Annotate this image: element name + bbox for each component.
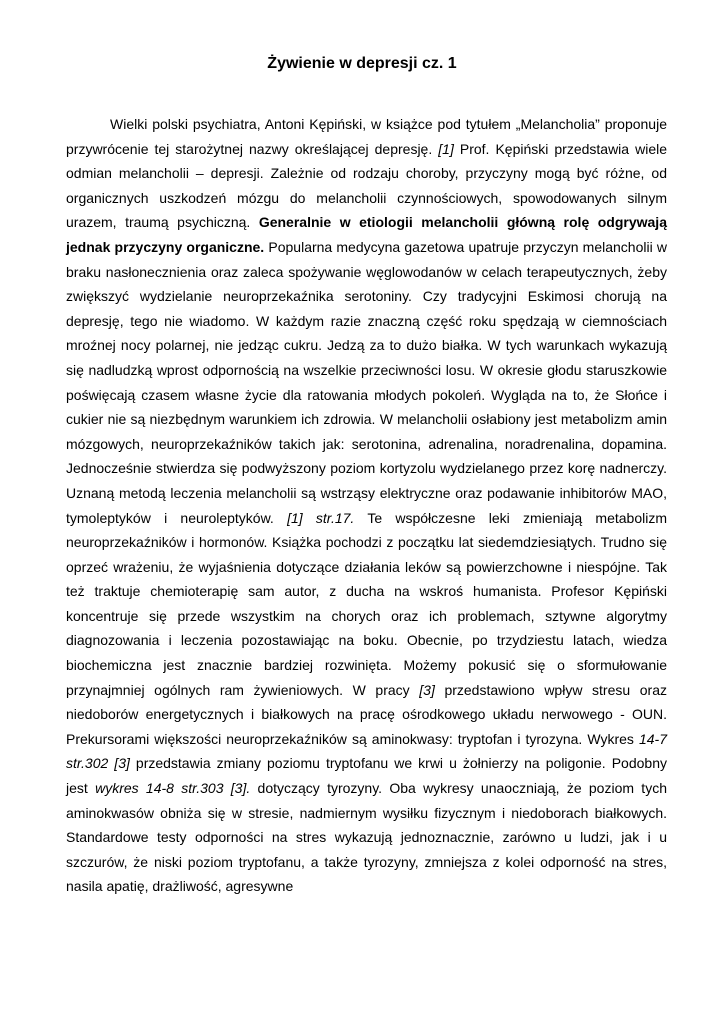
text-run: przedstawiono wpływ stresu oraz niedoborów energetycznych i białkowych na pracę ośrodkowego układu nerwowego - OUN. Prekursorami większości neuroprzekaźników są aminokwasy: tryptofan i tyrozyna. Wykres: [66, 681, 667, 747]
text-run: Wielki polski psychiatra, Antoni Kępiński, w książce pod tytułem „Melancholia” proponuje przywrócenie tej starożytnej nazwy określającej depresję.: [66, 116, 667, 157]
citation-run: [3]: [419, 681, 435, 698]
citation-run: [1]: [438, 140, 454, 157]
body-paragraph: [66, 112, 667, 899]
text-run: dotyczący tyrozyny. Oba wykresy unaoczniają, że poziom tych aminokwasów obniża się w stresie, nadmiernym wysiłku fizycznym i niedoborach białkowych. Standardowe testy odporności na stres wykazują jednoznacznie, zarówno u ludzi, jak i u szczurów, że niski poziom tryptofanu, a także tyrozyny, zmniejsza z kolei odporność na stres, nasila apatię, drażliwość, agresywne: [66, 780, 667, 895]
document-title: Żywienie w depresji cz. 1: [267, 55, 457, 72]
citation-run: [1] str.17.: [287, 509, 355, 526]
text-run: Popularna medycyna gazetowa upatruje przyczyn melancholii w braku nasłonecznienia oraz zaleca spożywanie węglowodanów w celach terapeutycznych, żeby zwiększyć wydzielanie neuroprzekaźnika serotoniny. Czy tradycyjni Eskimosi chorują na depresję, tego nie wiadomo. W każdym razie znaczną część roku spędzają w ciemnościach mroźnej nocy polarnej, nie jedząc cukru. Jedzą za to dużo białka. W tych warunkach wykazują się nadludzką wprost odpornością na wszelkie przeciwności losu. W okresie głodu staruszkowie poświęcają czasem własne życie dla ratowania młodych pokoleń. Wygląda na to, że Słońce i cukier nie są niezbędnym warunkiem ich zdrowia. W melancholii osłabiony jest metabolizm amin mózgowych, neuroprzekaźników takich jak: serotonina, adrenalina, noradrenalina, dopamina. Jednocześnie stwierdza się podwyższony poziom kortyzolu wydzielanego przez korę nadnerczy. Uznaną metodą leczenia melancholii są wstrząsy elektryczne oraz podawanie inhibitorów MAO, tymoleptyków i neuroleptyków.: [66, 238, 667, 526]
text-run: Te współczesne leki zmieniają metabolizm neuroprzekaźników i hormonów. Książka pochodzi z początku lat siedemdziesiątych. Trudno się oprzeć wrażeniu, że wyjaśnienia dotyczące działania leków są powierzchowne i niespójne. Tak też traktuje chemioterapię sam autor, z ducha na wskroś humanista. Profesor Kępiński koncentruje się przede wszystkim na chorych oraz ich problemach, sztywne algorytmy diagnozowania i leczenia pozostawiając na boku. Obecnie, po trzydziestu latach, wiedza biochemiczna jest znacznie bardziej rozwinięta. Możemy pokusić się o sformułowanie przynajmniej ogólnych ram żywieniowych. W pracy: [66, 509, 668, 698]
text-run: Prof. Kępiński przedstawia wiele odmian melancholii – depresji. Zależnie od rodzaju choroby, przyczyny mogą być różne, od organicznych uszkodzeń mózgu do melancholii czynnościowych, spowodowanych silnym urazem, traumą psychiczną.: [66, 140, 667, 231]
bold-text-run: Generalnie w etiologii melancholii główną rolę odgrywają jednak przyczyny organiczne.: [66, 214, 667, 255]
citation-run: 14-7 str.302 [3]: [66, 730, 667, 772]
citation-run: wykres 14-8 str.303 [3].: [95, 780, 251, 797]
text-run: przedstawia zmiany poziomu tryptofanu we krwi u żołnierzy na poligonie. Podobny jest: [66, 755, 667, 797]
